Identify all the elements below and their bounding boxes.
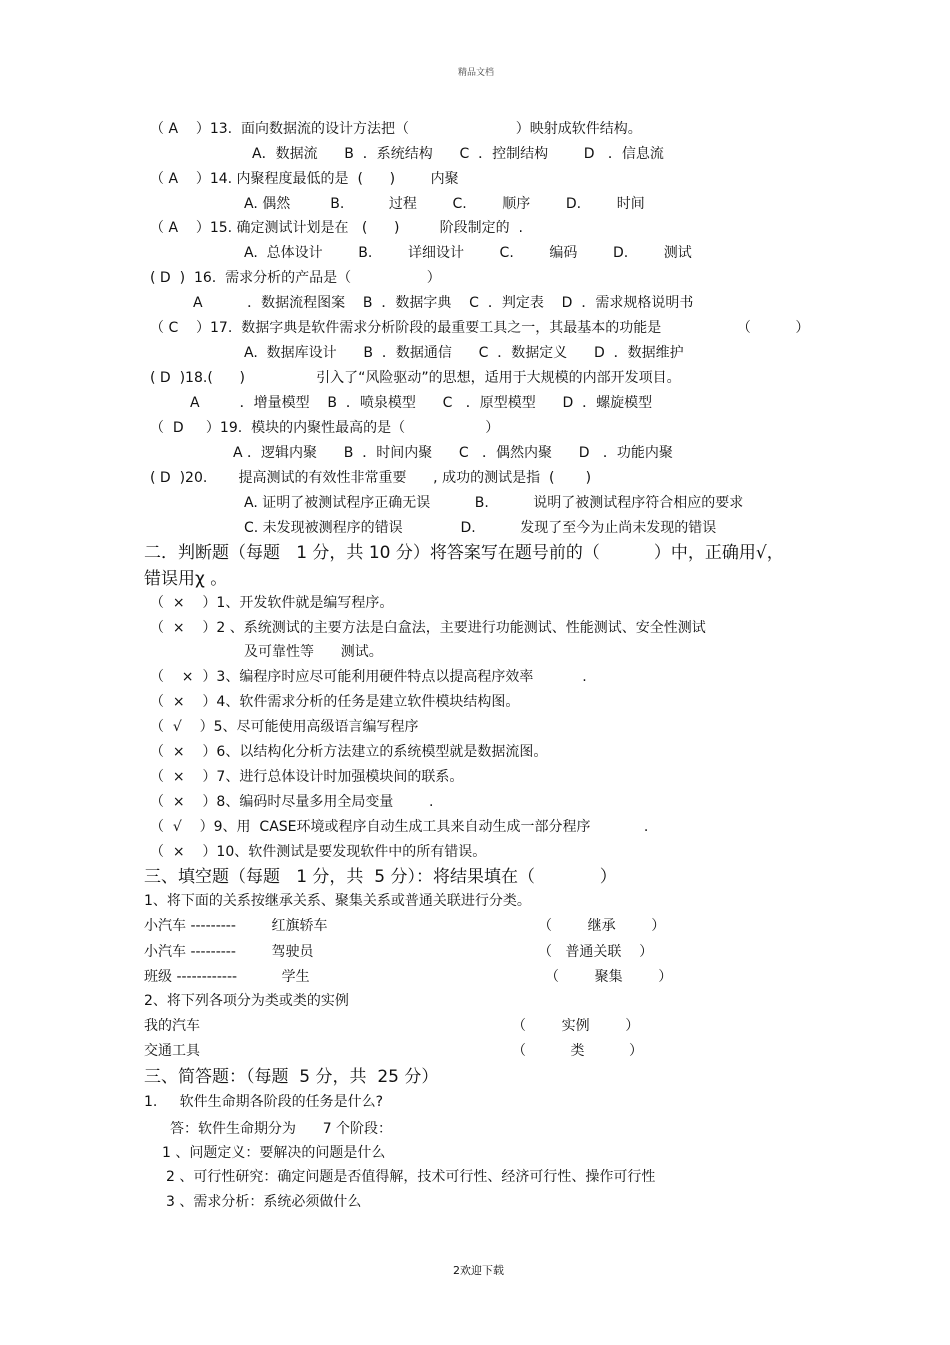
answer-line: 1 、问题定义：要解决的问题是什么 bbox=[162, 1145, 386, 1161]
judge-item-2: （ × ）2 、系统测试的主要方法是白盒法，主要进行功能测试、性能测试、安全性测试 bbox=[150, 620, 706, 636]
section-short-answer-title: 三、简答题：（每题 5 分，共 25 分） bbox=[144, 1067, 439, 1087]
choice-q18: ( D )18.( ) 引入了“风险驱动”的思想，适用于大规模的内部开发项目。 bbox=[150, 370, 681, 386]
choice-q17: （ C ）17. 数据字典是软件需求分析阶段的最重要工具之一，其最基本的功能是 （ ） bbox=[150, 320, 810, 336]
answer-line: 答：软件生命期分为 7 个阶段： bbox=[170, 1121, 393, 1137]
answer-line: 3 、需求分析：系统必须做什么 bbox=[166, 1194, 362, 1210]
section-judge-title-cont: 错误用χ 。 bbox=[144, 569, 228, 589]
fill-row-left: 小汽车 --------- 红旗轿车 bbox=[144, 918, 328, 934]
choice-q20-options-ab: A. 证明了被测试程序正确无误 B. 说明了被测试程序符合相应的要求 bbox=[244, 495, 744, 511]
judge-item-2-cont: 及可靠性等 测试。 bbox=[244, 644, 383, 660]
judge-item-8: （ × ）8、编码时尽量多用全局变量 . bbox=[150, 794, 434, 810]
page-footer: 2欢迎下载 bbox=[453, 1264, 504, 1277]
judge-item-3: （ × ）3、编程序时应尽可能利用硬件特点以提高程序效率 . bbox=[150, 669, 587, 685]
fill-question-2: 2、将下列各项分为类或类的实例 bbox=[144, 993, 349, 1009]
fill-question-1: 1、将下面的关系按继承关系、聚集关系或普通关联进行分类。 bbox=[144, 893, 531, 909]
choice-q14: （ A ）14. 内聚程度最低的是 ( ) 内聚 bbox=[150, 171, 459, 187]
section-judge-title: 二．判断题（每题 1 分，共 10 分）将答案写在题号前的（ ）中，正确用√， bbox=[144, 543, 784, 563]
choice-q15: （ A ）15. 确定测试计划是在 ( ) 阶段制定的 . bbox=[150, 220, 523, 236]
choice-q17-options: A. 数据库设计 B ．数据通信 C ．数据定义 D ．数据维护 bbox=[244, 345, 684, 361]
choice-q19: （ D ）19. 模块的内聚性最高的是（ ） bbox=[150, 420, 500, 436]
judge-item-10: （ × ）10、软件测试是要发现软件中的所有错误。 bbox=[150, 844, 487, 860]
answer-line: 2 、可行性研究：确定问题是否值得解，技术可行性、经济可行性、操作可行性 bbox=[166, 1169, 656, 1185]
judge-item-4: （ × ）4、软件需求分析的任务是建立软件模块结构图。 bbox=[150, 694, 520, 710]
choice-q18-options: A ．增量模型 B ．喷泉模型 C ．原型模型 D ．螺旋模型 bbox=[190, 395, 653, 411]
choice-q20-options-cd: C. 未发现被测程序的错误 D. 发现了至今为止尚未发现的错误 bbox=[244, 520, 717, 536]
fill-row-left: 交通工具 bbox=[144, 1043, 200, 1059]
fill-row-left: 小汽车 --------- 驾驶员 bbox=[144, 944, 314, 960]
fill-row-answer: （ 继承 ） bbox=[538, 918, 666, 934]
fill-row-answer: （ 普通关联 ） bbox=[538, 944, 654, 960]
fill-row-left: 我的汽车 bbox=[144, 1018, 200, 1034]
judge-item-9: （ √ ）9、用 CASE环境或程序自动生成工具来自动生成一部分程序 . bbox=[150, 819, 649, 835]
fill-row-answer: （ 类 ） bbox=[512, 1043, 644, 1059]
choice-q16: ( D ) 16. 需求分析的产品是（ ） bbox=[150, 270, 441, 286]
choice-q20: ( D )20. 提高测试的有效性非常重要 , 成功的测试是指 ( ) bbox=[150, 470, 592, 486]
judge-item-1: （ × ）1、开发软件就是编写程序。 bbox=[150, 595, 394, 611]
choice-q13-options: A．数据流 B ．系统结构 C ．控制结构 D ．信息流 bbox=[252, 146, 664, 162]
fill-row-answer: （ 实例 ） bbox=[512, 1018, 640, 1034]
fill-row-left: 班级 ------------ 学生 bbox=[144, 969, 310, 985]
section-fill-title: 三、填空题（每题 1 分，共 5 分）：将结果填在（ ） bbox=[144, 867, 617, 887]
page-header: 精品文档 bbox=[458, 68, 495, 78]
short-question-1: 1. 软件生命期各阶段的任务是什么? bbox=[144, 1094, 384, 1110]
judge-item-6: （ × ）6、以结构化分析方法建立的系统模型就是数据流图。 bbox=[150, 744, 548, 760]
choice-q19-options: A ．逻辑内聚 B ．时间内聚 C ．偶然内聚 D ．功能内聚 bbox=[233, 445, 673, 461]
judge-item-5: （ √ ）5、尽可能使用高级语言编写程序 bbox=[150, 719, 419, 735]
choice-q13: （ A ）13. 面向数据流的设计方法把（ ）映射成软件结构。 bbox=[150, 121, 642, 137]
choice-q16-options: A ．数据流程图案 B ．数据字典 C ．判定表 D ．需求规格说明书 bbox=[193, 295, 694, 311]
judge-item-7: （ × ）7、进行总体设计时加强模块间的联系。 bbox=[150, 769, 464, 785]
choice-q15-options: A. 总体设计 B. 详细设计 C. 编码 D. 测试 bbox=[244, 245, 692, 261]
fill-row-answer: （ 聚集 ） bbox=[545, 969, 673, 985]
choice-q14-options: A. 偶然 B. 过程 C. 顺序 D. 时间 bbox=[244, 196, 645, 212]
